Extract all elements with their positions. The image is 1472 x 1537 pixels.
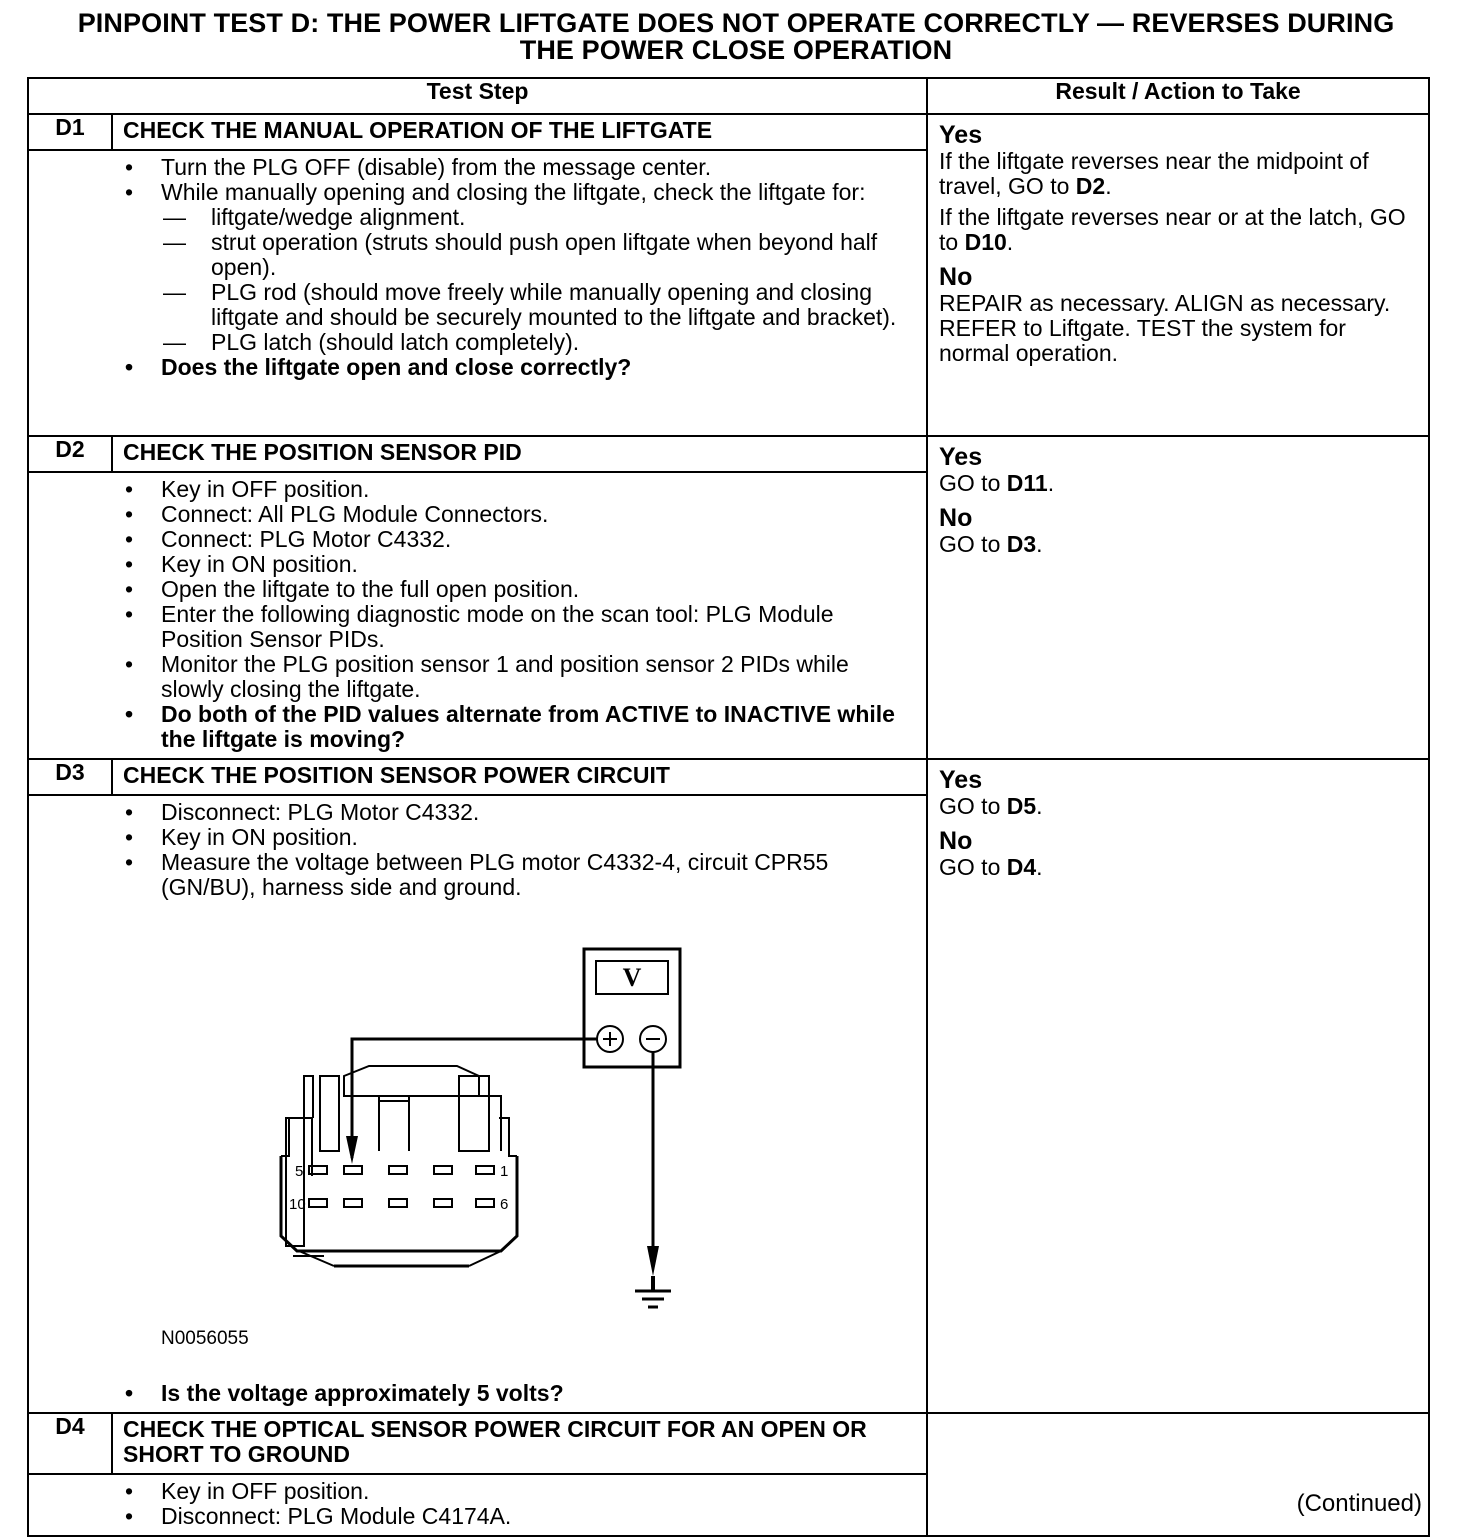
- pin-label-6: 6: [500, 1196, 509, 1213]
- yes-label-d1: Yes: [939, 121, 983, 149]
- header-test-step: Test Step: [28, 78, 927, 114]
- step-d2-title-row: [28, 436, 1429, 472]
- step-title-d1: CHECK THE MANUAL OPERATION OF THE LIFTGATE: [112, 114, 927, 150]
- step-body-d3: [28, 795, 927, 1413]
- pin-label-1: 1: [500, 1163, 509, 1180]
- list-item: • Measure the voltage between PLG motor C4332-4, circuit CPR55 (GN/BU), harness side and ground.: [39, 850, 916, 900]
- step-body-d4: [28, 1474, 927, 1536]
- list-item: • While manually opening and closing the liftgate, check the liftgate for:: [39, 180, 916, 205]
- yes-label-d2: Yes: [939, 443, 983, 471]
- pinpoint-test-table: [27, 77, 1430, 1537]
- pin-cavity-4: [344, 1166, 362, 1174]
- step-d1-title-row: [28, 114, 1429, 150]
- connector-housing: [281, 1156, 517, 1251]
- result-d3: [927, 759, 1429, 1413]
- pin-cavity: [389, 1199, 407, 1207]
- step-id-d1: D1: [28, 114, 112, 150]
- list-item: • Open the liftgate to the full open position.: [39, 577, 916, 602]
- step-body-d2: [28, 472, 927, 759]
- no-label-d3: No: [939, 827, 973, 855]
- title-line-1: PINPOINT TEST D: THE POWER LIFTGATE DOES NOT OPERATE CORRECTLY — REVERSES DURING: [77, 8, 1395, 38]
- list-item: • Key in OFF position.: [39, 477, 916, 502]
- no-label-d1: No: [939, 263, 973, 291]
- sub-list-item: — PLG rod (should move freely while manually opening and closing liftgate and should be securely mounted to the liftgate and bracket).: [39, 280, 916, 330]
- step-d3-title-row: [28, 759, 1429, 795]
- step-id-d3: D3: [28, 759, 112, 795]
- sub-list-item: — liftgate/wedge alignment.: [39, 205, 916, 230]
- no-label-d2: No: [939, 504, 973, 532]
- page-title: [0, 10, 1472, 64]
- step-question-d1: • Does the liftgate open and close correctly?: [39, 355, 916, 380]
- negative-probe-tip: [647, 1246, 659, 1276]
- title-line-2: THE POWER CLOSE OPERATION: [519, 35, 953, 65]
- step-title-d4: CHECK THE OPTICAL SENSOR POWER CIRCUIT FOR AN OPEN OR SHORT TO GROUND: [112, 1413, 927, 1474]
- continued-label: (Continued): [1296, 1490, 1422, 1517]
- pin-cavity: [434, 1166, 452, 1174]
- list-item: • Disconnect: PLG Motor C4332.: [39, 800, 916, 825]
- list-item: • Connect: PLG Motor C4332.: [39, 527, 916, 552]
- pin-cavity: [476, 1166, 494, 1174]
- pin-cavity: [434, 1199, 452, 1207]
- figure-code: N0056055: [161, 1328, 249, 1349]
- pin-cavity: [344, 1199, 362, 1207]
- ground-symbol: [635, 1291, 671, 1307]
- yes-action-d3: GO to D5.: [939, 793, 1043, 819]
- sub-list-item: — strut operation (struts should push open liftgate when beyond half open).: [39, 230, 916, 280]
- voltmeter-connector-figure: [39, 946, 916, 1326]
- sub-list-item: — PLG latch (should latch completely).: [39, 330, 916, 355]
- step-id-d4: D4: [28, 1413, 112, 1474]
- result-d2: [927, 436, 1429, 759]
- list-item: • Disconnect: PLG Module C4174A.: [39, 1504, 916, 1529]
- pin-cavity: [309, 1199, 327, 1207]
- step-d4-title-row: [28, 1413, 1429, 1474]
- step-title-d2: CHECK THE POSITION SENSOR PID: [112, 436, 927, 472]
- list-item: • Connect: All PLG Module Connectors.: [39, 502, 916, 527]
- no-action-d3: GO to D4.: [939, 854, 1043, 880]
- pin-label-5: 5: [295, 1163, 304, 1180]
- yes-action-d1-midpoint: If the liftgate reverses near the midpoint of travel, GO to D2.: [939, 148, 1369, 199]
- list-item: • Key in ON position.: [39, 825, 916, 850]
- no-action-d1: REPAIR as necessary. ALIGN as necessary. REFER to Liftgate. TEST the system for normal operation.: [939, 290, 1391, 366]
- list-item: • Enter the following diagnostic mode on the scan tool: PLG Module Position Sensor PIDs.: [39, 602, 916, 652]
- voltmeter-symbol: V: [622, 963, 642, 992]
- step-question-d3: • Is the voltage approximately 5 volts?: [39, 1381, 916, 1406]
- list-item: • Monitor the PLG position sensor 1 and position sensor 2 PIDs while slowly closing the liftgate.: [39, 652, 916, 702]
- table-header: [28, 78, 1429, 114]
- list-item: • Turn the PLG OFF (disable) from the message center.: [39, 155, 916, 180]
- step-body-d1: [28, 150, 927, 436]
- pin-cavity: [389, 1166, 407, 1174]
- positive-probe-lead: [352, 1039, 597, 1158]
- step-question-d2: • Do both of the PID values alternate from ACTIVE to INACTIVE while the liftgate is moving?: [39, 702, 916, 752]
- no-action-d2: GO to D3.: [939, 531, 1043, 557]
- yes-action-d1-latch: If the liftgate reverses near or at the latch, GO to D10.: [939, 204, 1406, 255]
- pin-label-10: 10: [289, 1196, 306, 1213]
- list-item: • Key in OFF position.: [39, 1479, 916, 1504]
- positive-probe-tip: [346, 1136, 358, 1164]
- step-title-d3: CHECK THE POSITION SENSOR POWER CIRCUIT: [112, 759, 927, 795]
- list-item: • Key in ON position.: [39, 552, 916, 577]
- yes-label-d3: Yes: [939, 766, 983, 794]
- connector-latch-left: [286, 1076, 313, 1246]
- minus-sign: [646, 1038, 660, 1040]
- yes-action-d2: GO to D11.: [939, 470, 1055, 496]
- step-id-d2: D2: [28, 436, 112, 472]
- pin-cavity: [476, 1199, 494, 1207]
- result-d1: [927, 114, 1429, 436]
- header-result: Result / Action to Take: [927, 78, 1429, 114]
- voltmeter-connector-diagram: [39, 946, 739, 1326]
